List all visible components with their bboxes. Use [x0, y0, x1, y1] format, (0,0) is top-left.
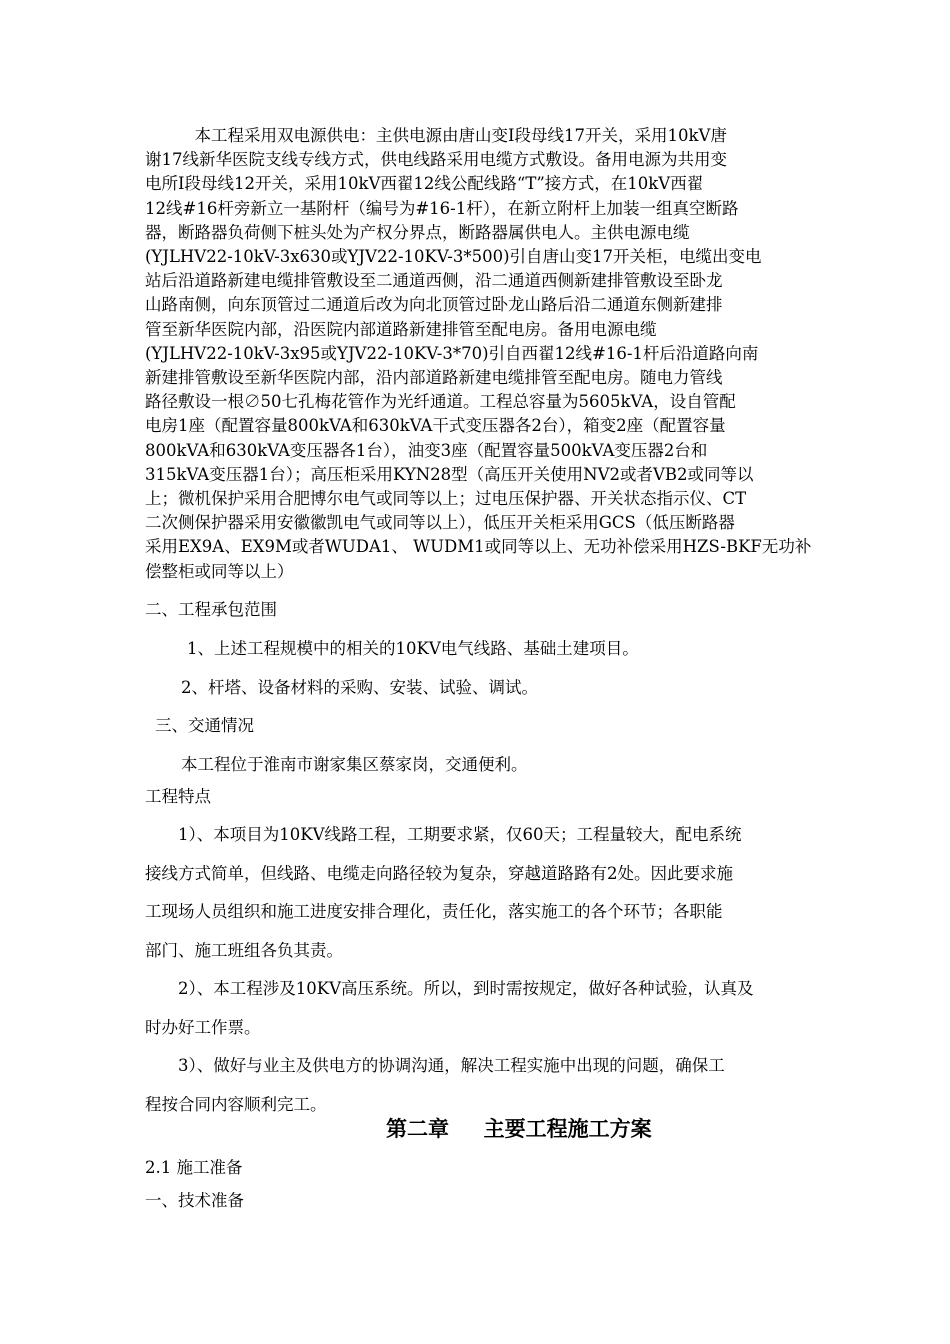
- intro-line: 采用EX9A、EX9M或者WUDA1、 WUDM1或同等以上、无功补偿采用HZS-BKF无功补: [145, 537, 812, 557]
- intro-line: 二次侧保护器采用安徽徽凯电气或同等以上），低压开关柜采用GCS（低压断路器: [145, 513, 735, 533]
- intro-line: 器，断路器负荷侧下桩头处为产权分界点，断路器属供电人。主供电源电缆: [145, 222, 690, 242]
- intro-line: (YJLHV22-10kV-3x95或YJV22-10KV-3*70)引自西翟12线#16-1杆后沿道路向南: [145, 343, 759, 363]
- intro-line: 800kVA和630kVA变压器各1台），油变3座（配置容量500kVA变压器2台和: [145, 440, 708, 460]
- intro-line: 谢17线新华医院支线专线方式，供电线路采用电缆方式敷设。备用电源为共用变: [145, 150, 727, 170]
- intro-line: 新建排管敷设至新华医院内部，沿内部道路新建电缆排管至配电房。随电力管线: [145, 368, 723, 388]
- intro-line: 315kVA变压器1台）；高压柜采用KYN28型（高压开关使用NV2或者VB2或同等以: [145, 464, 754, 484]
- intro-line: 本工程采用双电源供电：主供电源由唐山变Ⅰ段母线17开关，采用10kV唐: [145, 126, 727, 145]
- intro-line: 上；微机保护采用合肥博尔电气或同等以上；过电压保护器、开关状态指示仪、CT: [145, 489, 747, 509]
- section-heading-scope: 二、工程承包范围: [145, 600, 277, 619]
- intro-line: 电房1座（配置容量800kVA和630kVA干式变压器各2台），箱变2座（配置容量: [145, 416, 726, 436]
- features-line: 1）、本项目为10KV线路工程，工期要求紧，仅60天；工程量较大，配电系统: [145, 825, 742, 844]
- features-line: 时办好工作票。: [145, 1017, 261, 1037]
- features-line: 工现场人员组织和施工进度安排合理化，责任化，落实施工的各个环节；各职能: [145, 902, 723, 921]
- intro-paragraph: [145, 124, 810, 584]
- scope-item-2: 2、杆塔、设备材料的采购、安装、试验、调试。: [181, 678, 538, 697]
- features-heading: 工程特点: [145, 787, 211, 806]
- chapter-title: [386, 1113, 652, 1143]
- intro-line: 管至新华医院内部，沿医院内部道路新建排管至配电房。备用电源电缆: [145, 319, 657, 339]
- features-line: 部门、施工班组各负其责。: [145, 940, 343, 960]
- features-line: 3）、做好与业主及供电方的协调沟通，解决工程实施中出现的问题，确保工: [145, 1056, 725, 1075]
- traffic-text: 本工程位于淮南市谢家集区蔡家岗，交通便利。: [181, 755, 528, 774]
- intro-line: 山路南侧，向东顶管过二通道后改为向北顶管过卧龙山路后沿二通道东侧新建排: [145, 295, 723, 315]
- features-line: 2）、本工程涉及10KV高压系统。所以，到时需按规定，做好各种试验，认真及: [145, 979, 754, 998]
- features-line: 接线方式简单，但线路、电缆走向路径较为复杂，穿越道路路有2处。因此要求施: [145, 863, 733, 883]
- intro-line: 站后沿道路新建电缆排管敷设至二通道西侧，沿二通道西侧新建排管敷设至卧龙: [145, 271, 723, 291]
- scope-item-1: 1、上述工程规模中的相关的10KV电气线路、基础土建项目。: [187, 639, 639, 658]
- subsubsection-heading: 一、技术准备: [145, 1191, 244, 1210]
- section-heading-traffic: 三、交通情况: [155, 716, 254, 735]
- subsection-heading: 2.1 施工准备: [145, 1158, 243, 1177]
- features-line: 程按合同内容顺利完工。: [145, 1094, 327, 1114]
- intro-line: 路径敷设一根∅50七孔梅花管作为光纤通道。工程总容量为5605kVA，设自管配: [145, 392, 736, 412]
- intro-line: 12线#16杆旁新立一基附杆（编号为#16-1杆），在新立附杆上加装一组真空断路: [145, 198, 739, 218]
- intro-line: 偿整柜或同等以上）: [145, 561, 294, 581]
- chapter-name: 主要工程施工方案: [483, 1117, 652, 1141]
- chapter-number: 第二章: [386, 1117, 449, 1141]
- intro-line: 电所Ⅰ段母线12开关，采用10kV西翟12线公配线路“T”接方式，在10kV西翟: [145, 174, 704, 194]
- features-paragraphs: [145, 816, 810, 1124]
- intro-line: (YJLHV22-10kV-3x630或YJV22-10KV-3*500)引自唐山变17开关柜，电缆出变电: [145, 247, 762, 267]
